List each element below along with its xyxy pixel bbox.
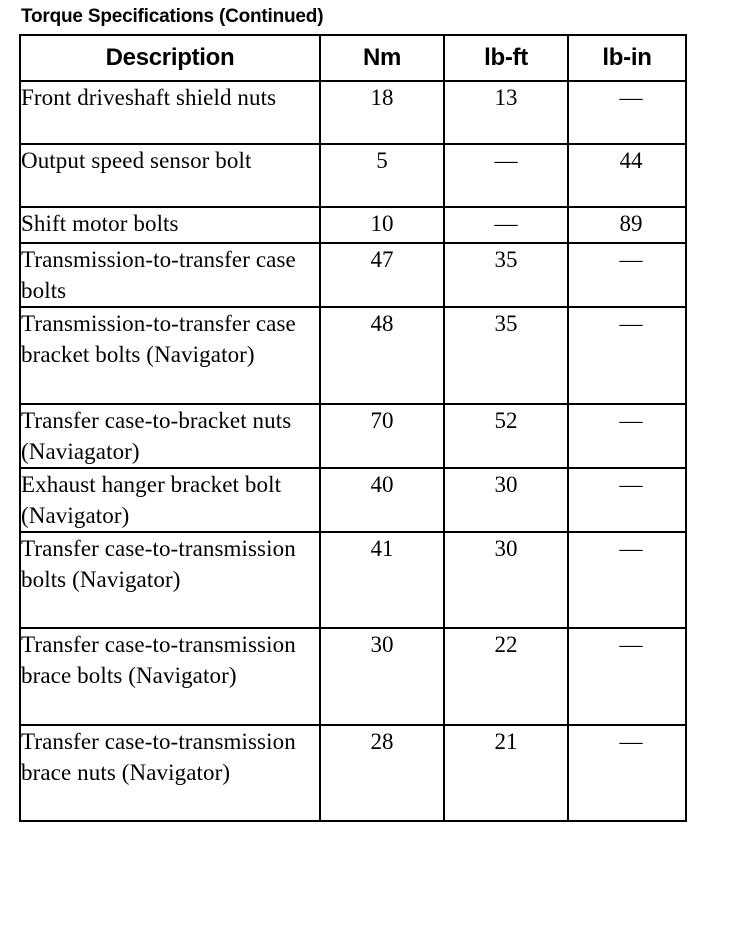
torque-spec-table	[19, 34, 687, 822]
row-description: Transfer case-to-transmission brace nuts (Navigator)	[20, 725, 320, 821]
row-nm-value: 70	[320, 404, 444, 468]
row-lbin-value: —	[568, 404, 686, 468]
column-header-description: Description	[20, 35, 320, 81]
row-lbft-value: —	[444, 144, 568, 207]
table-row	[20, 144, 686, 207]
row-nm-value: 5	[320, 144, 444, 207]
column-header-nm: Nm	[320, 35, 444, 81]
row-nm-value: 48	[320, 307, 444, 404]
row-nm-value: 10	[320, 207, 444, 243]
row-lbin-value: —	[568, 532, 686, 628]
row-description: Transfer case-to-transmission bolts (Navigator)	[20, 532, 320, 628]
table-row	[20, 725, 686, 821]
row-lbin-value: 89	[568, 207, 686, 243]
row-lbin-value: —	[568, 468, 686, 532]
row-lbft-value: 35	[444, 307, 568, 404]
table-title: Torque Specifications (Continued)	[21, 6, 324, 27]
row-description: Shift motor bolts	[20, 207, 320, 243]
row-lbin-value: —	[568, 243, 686, 307]
row-lbft-value: 30	[444, 468, 568, 532]
row-lbft-value: —	[444, 207, 568, 243]
table-row	[20, 81, 686, 144]
row-lbft-value: 35	[444, 243, 568, 307]
row-description: Transmission-to-transfer case bracket bolts (Navigator)	[20, 307, 320, 404]
row-lbft-value: 21	[444, 725, 568, 821]
row-description: Transfer case-to-transmission brace bolts (Navigator)	[20, 628, 320, 725]
table-row	[20, 532, 686, 628]
row-lbin-value: —	[568, 81, 686, 144]
table-row	[20, 207, 686, 243]
row-nm-value: 40	[320, 468, 444, 532]
table-row	[20, 307, 686, 404]
row-lbin-value: —	[568, 628, 686, 725]
table-row	[20, 404, 686, 468]
row-lbft-value: 52	[444, 404, 568, 468]
row-lbft-value: 30	[444, 532, 568, 628]
row-lbft-value: 22	[444, 628, 568, 725]
column-header-lbin: lb-in	[568, 35, 686, 81]
row-description: Front driveshaft shield nuts	[20, 81, 320, 144]
row-description: Transfer case-to-bracket nuts (Naviagator)	[20, 404, 320, 468]
row-description: Transmission-to-transfer case bolts	[20, 243, 320, 307]
table-header-row	[20, 35, 686, 81]
row-nm-value: 18	[320, 81, 444, 144]
row-lbin-value: 44	[568, 144, 686, 207]
row-nm-value: 47	[320, 243, 444, 307]
row-nm-value: 28	[320, 725, 444, 821]
row-description: Exhaust hanger bracket bolt (Navigator)	[20, 468, 320, 532]
row-nm-value: 30	[320, 628, 444, 725]
row-lbft-value: 13	[444, 81, 568, 144]
table-row	[20, 243, 686, 307]
row-nm-value: 41	[320, 532, 444, 628]
row-lbin-value: —	[568, 725, 686, 821]
row-lbin-value: —	[568, 307, 686, 404]
table-row	[20, 628, 686, 725]
row-description: Output speed sensor bolt	[20, 144, 320, 207]
table-row	[20, 468, 686, 532]
column-header-lbft: lb-ft	[444, 35, 568, 81]
